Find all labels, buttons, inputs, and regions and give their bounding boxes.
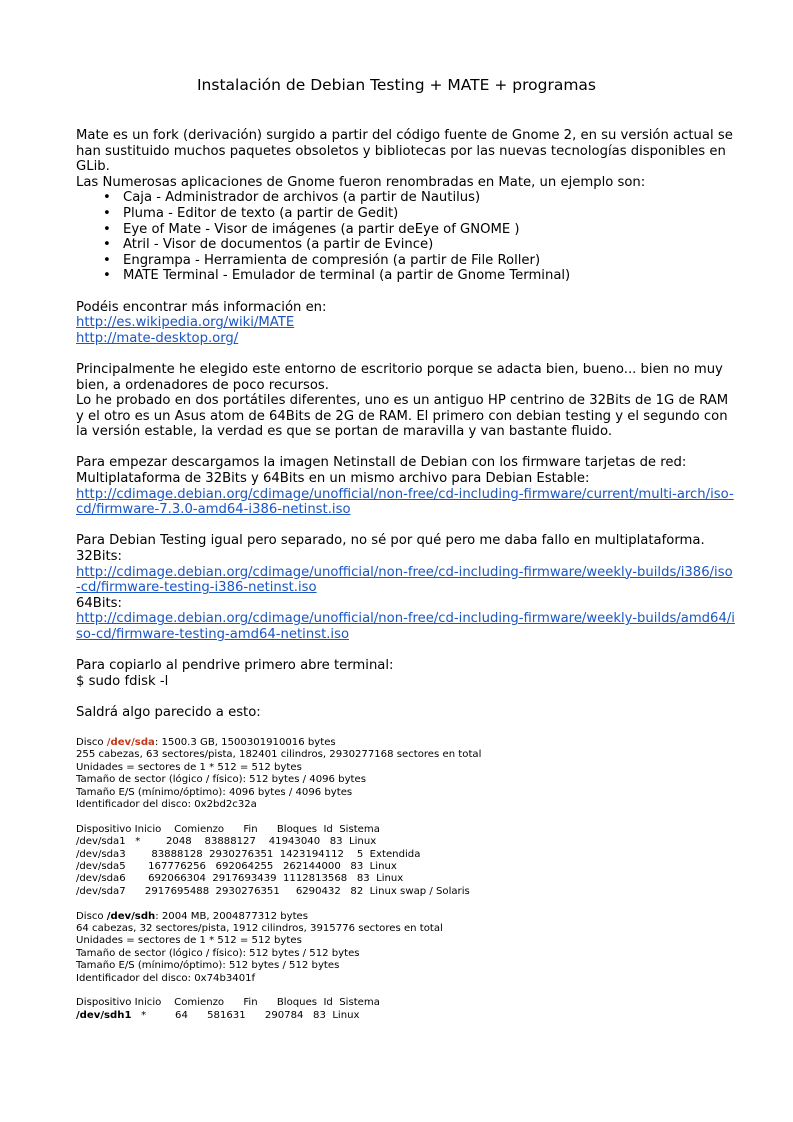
testing-intro: Para Debian Testing igual pero separado, no sé por qué pero me daba fallo en multiplataforma.	[76, 533, 705, 549]
list-item: • Eye of Mate - Visor de imágenes (a partir deEye of GNOME )	[76, 222, 736, 238]
download-multiarch-label: Multiplataforma de 32Bits y 64Bits en un mismo archivo para Debian Estable:	[76, 471, 590, 487]
wikipedia-link[interactable]: http://es.wikipedia.org/wiki/MATE	[76, 315, 295, 331]
sdh-info-line: Unidades = sectores de 1 * 512 = 512 bytes	[76, 935, 302, 947]
testing-64bit-label: 64Bits:	[76, 595, 122, 611]
sdh-info-line: Tamaño E/S (mínimo/óptimo): 512 bytes / 512 bytes	[76, 960, 340, 972]
sdh-info-line: Tamaño de sector (lógico / físico): 512 bytes / 512 bytes	[76, 947, 360, 959]
sdh1-device: /dev/sdh1	[76, 1009, 132, 1021]
download-intro: Para empezar descargamos la imagen Netinstall de Debian con los firmware tarjetas de red:	[76, 455, 687, 471]
list-item: • Caja - Administrador de archivos (a partir de Nautilus)	[76, 190, 736, 206]
apps-list	[76, 190, 736, 284]
multiarch-iso-link[interactable]: http://cdimage.debian.org/cdimage/unofficial/non-free/cd-including-firmware/current/multi-arch/iso-cd/firmware-7.3.0-amd64-i386-netinst.iso	[76, 486, 734, 518]
sdh1-details: * 64 581631 290784 83 Linux	[131, 1009, 360, 1021]
testing-32bit-label: 32Bits:	[76, 549, 122, 565]
sdh-table-header: Dispositivo Inicio Comienzo Fin Bloques Id Sistema	[76, 997, 380, 1009]
more-info-label: Podéis encontrar más información en:	[76, 299, 327, 315]
list-item: • MATE Terminal - Emulador de terminal (a partir de Gnome Terminal)	[76, 268, 736, 284]
sda-info-line: Identificador del disco: 0x2bd2c32a	[76, 799, 257, 811]
table-row: /dev/sda1 * 2048 83888127 41943040 83 Linux	[76, 836, 377, 848]
table-row: /dev/sda3 83888128 2930276351 1423194112 5 Extendida	[76, 848, 421, 860]
sda-info-line: Tamaño de sector (lógico / físico): 512 bytes / 4096 bytes	[76, 774, 366, 786]
table-row: /dev/sda7 2917695488 2930276351 6290432 82 Linux swap / Solaris	[76, 885, 470, 897]
fdisk-output	[76, 737, 736, 1022]
sda-table-header: Dispositivo Inicio Comienzo Fin Bloques Id Sistema	[76, 823, 380, 835]
experience-paragraph-2: Lo he probado en dos portátiles diferentes, uno es un antiguo HP centrino de 32Bits de 1G de RAM y el otro es un Asus atom de 64Bits de 2G de RAM. El primero con debian testing y el segundo con la versión estable, la verdad es que se portan de maravilla y van bastante fluido.	[76, 393, 729, 440]
table-row	[76, 1010, 736, 1022]
sda-device: /dev/sda	[106, 737, 155, 748]
sda-info-line: 255 cabezas, 63 sectores/pista, 182401 cilindros, 2930277168 sectores en total	[76, 749, 482, 761]
list-item: • Atril - Visor de documentos (a partir de Evince)	[76, 237, 736, 253]
mate-desktop-link[interactable]: http://mate-desktop.org/	[76, 330, 239, 346]
sda-disk-size: : 1500.3 GB, 1500301910016 bytes	[154, 737, 336, 748]
fdisk-command: $ sudo fdisk -l	[76, 673, 169, 689]
sdh-disk-size: : 2004 MB, 2004877312 bytes	[155, 910, 309, 922]
disk-prefix: Disco	[76, 910, 107, 922]
intro-apps-lead: Las Numerosas aplicaciones de Gnome fueron renombradas en Mate, un ejemplo son:	[76, 174, 646, 190]
list-item: • Pluma - Editor de texto (a partir de Gedit)	[76, 206, 736, 222]
sda-disk-line	[76, 737, 736, 749]
disk-prefix: Disco	[76, 737, 107, 748]
testing-i386-iso-link[interactable]: http://cdimage.debian.org/cdimage/unofficial/non-free/cd-including-firmware/weekly-builds/i386/iso-cd/firmware-testing-i386-netinst.iso	[76, 564, 733, 596]
document-body	[76, 128, 736, 721]
sdh-disk-line	[76, 911, 736, 923]
pendrive-instruction: Para copiarlo al pendrive primero abre terminal:	[76, 658, 394, 674]
intro-paragraph: Mate es un fork (derivación) surgido a partir del código fuente de Gnome 2, en su versión actual se han sustituido muchos paquetes obsoletos y bibliotecas por las nuevas tecnologías disponibles en GLib.	[76, 128, 733, 175]
testing-amd64-iso-link[interactable]: http://cdimage.debian.org/cdimage/unofficial/non-free/cd-including-firmware/weekly-builds/amd64/iso-cd/firmware-testing-amd64-netinst.iso	[76, 611, 735, 642]
output-intro: Saldrá algo parecido a esto:	[76, 704, 261, 720]
document-title: Instalación de Debian Testing + MATE + programas	[196, 76, 597, 94]
table-row: /dev/sda5 167776256 692064255 262144000 83 Linux	[76, 861, 397, 873]
sdh-info-line: 64 cabezas, 32 sectores/pista, 1912 cilindros, 3915776 sectores en total	[76, 923, 443, 935]
table-row: /dev/sda6 692066304 2917693439 1112813568 83 Linux	[76, 873, 404, 885]
list-item: • Engrampa - Herramienta de compresión (a partir de File Roller)	[76, 253, 736, 269]
sdh-device: /dev/sdh	[106, 910, 156, 922]
sda-info-line: Unidades = sectores de 1 * 512 = 512 bytes	[76, 761, 302, 773]
sdh-info-line: Identificador del disco: 0x74b3401f	[76, 972, 256, 984]
sda-info-line: Tamaño E/S (mínimo/óptimo): 4096 bytes / 4096 bytes	[76, 786, 353, 798]
experience-paragraph-1: Principalmente he elegido este entorno de escritorio porque se adacta bien, bueno... bien no muy bien, a ordenadores de poco recursos.	[76, 361, 723, 393]
